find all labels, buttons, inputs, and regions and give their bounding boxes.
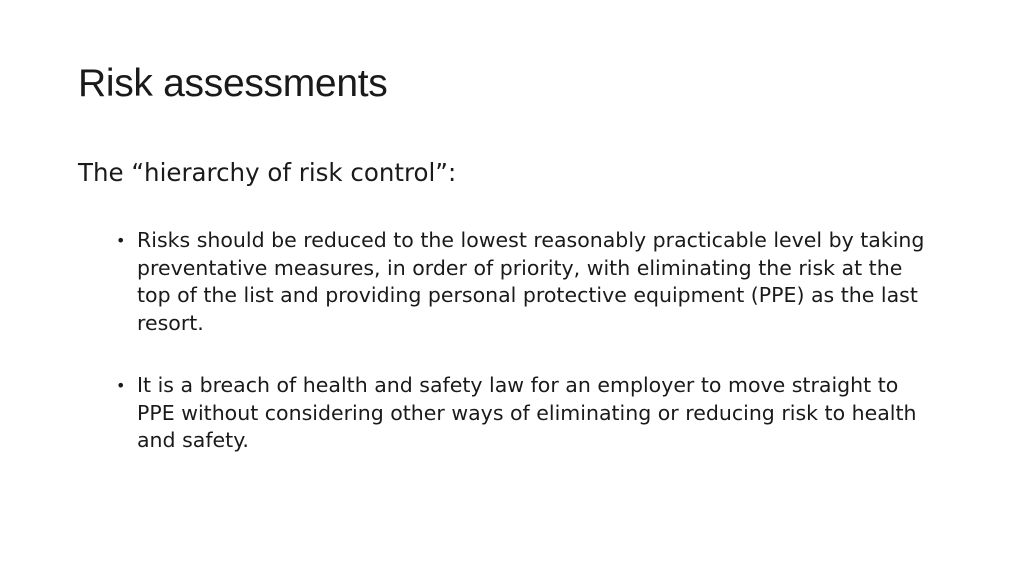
bullet-item [116,372,936,455]
bullet-text: It is a breach of health and safety law for an employer to move straight to PPE without considering other ways of eliminating or reducing risk to health and safety. [137,373,917,452]
bullet-dot-icon: • [116,376,126,395]
bullet-dot-icon: • [116,231,126,250]
bullet-item [116,227,936,337]
intro-text: The “hierarchy of risk control”: [78,158,457,187]
bullet-text: Risks should be reduced to the lowest reasonably practicable level by taking preventative measures, in order of priority, with eliminating the risk at the top of the list and providing personal protective equipment (PPE) as the last resort. [137,228,925,335]
bullet-list [116,227,936,490]
slide-title: Risk assessments [78,62,388,105]
